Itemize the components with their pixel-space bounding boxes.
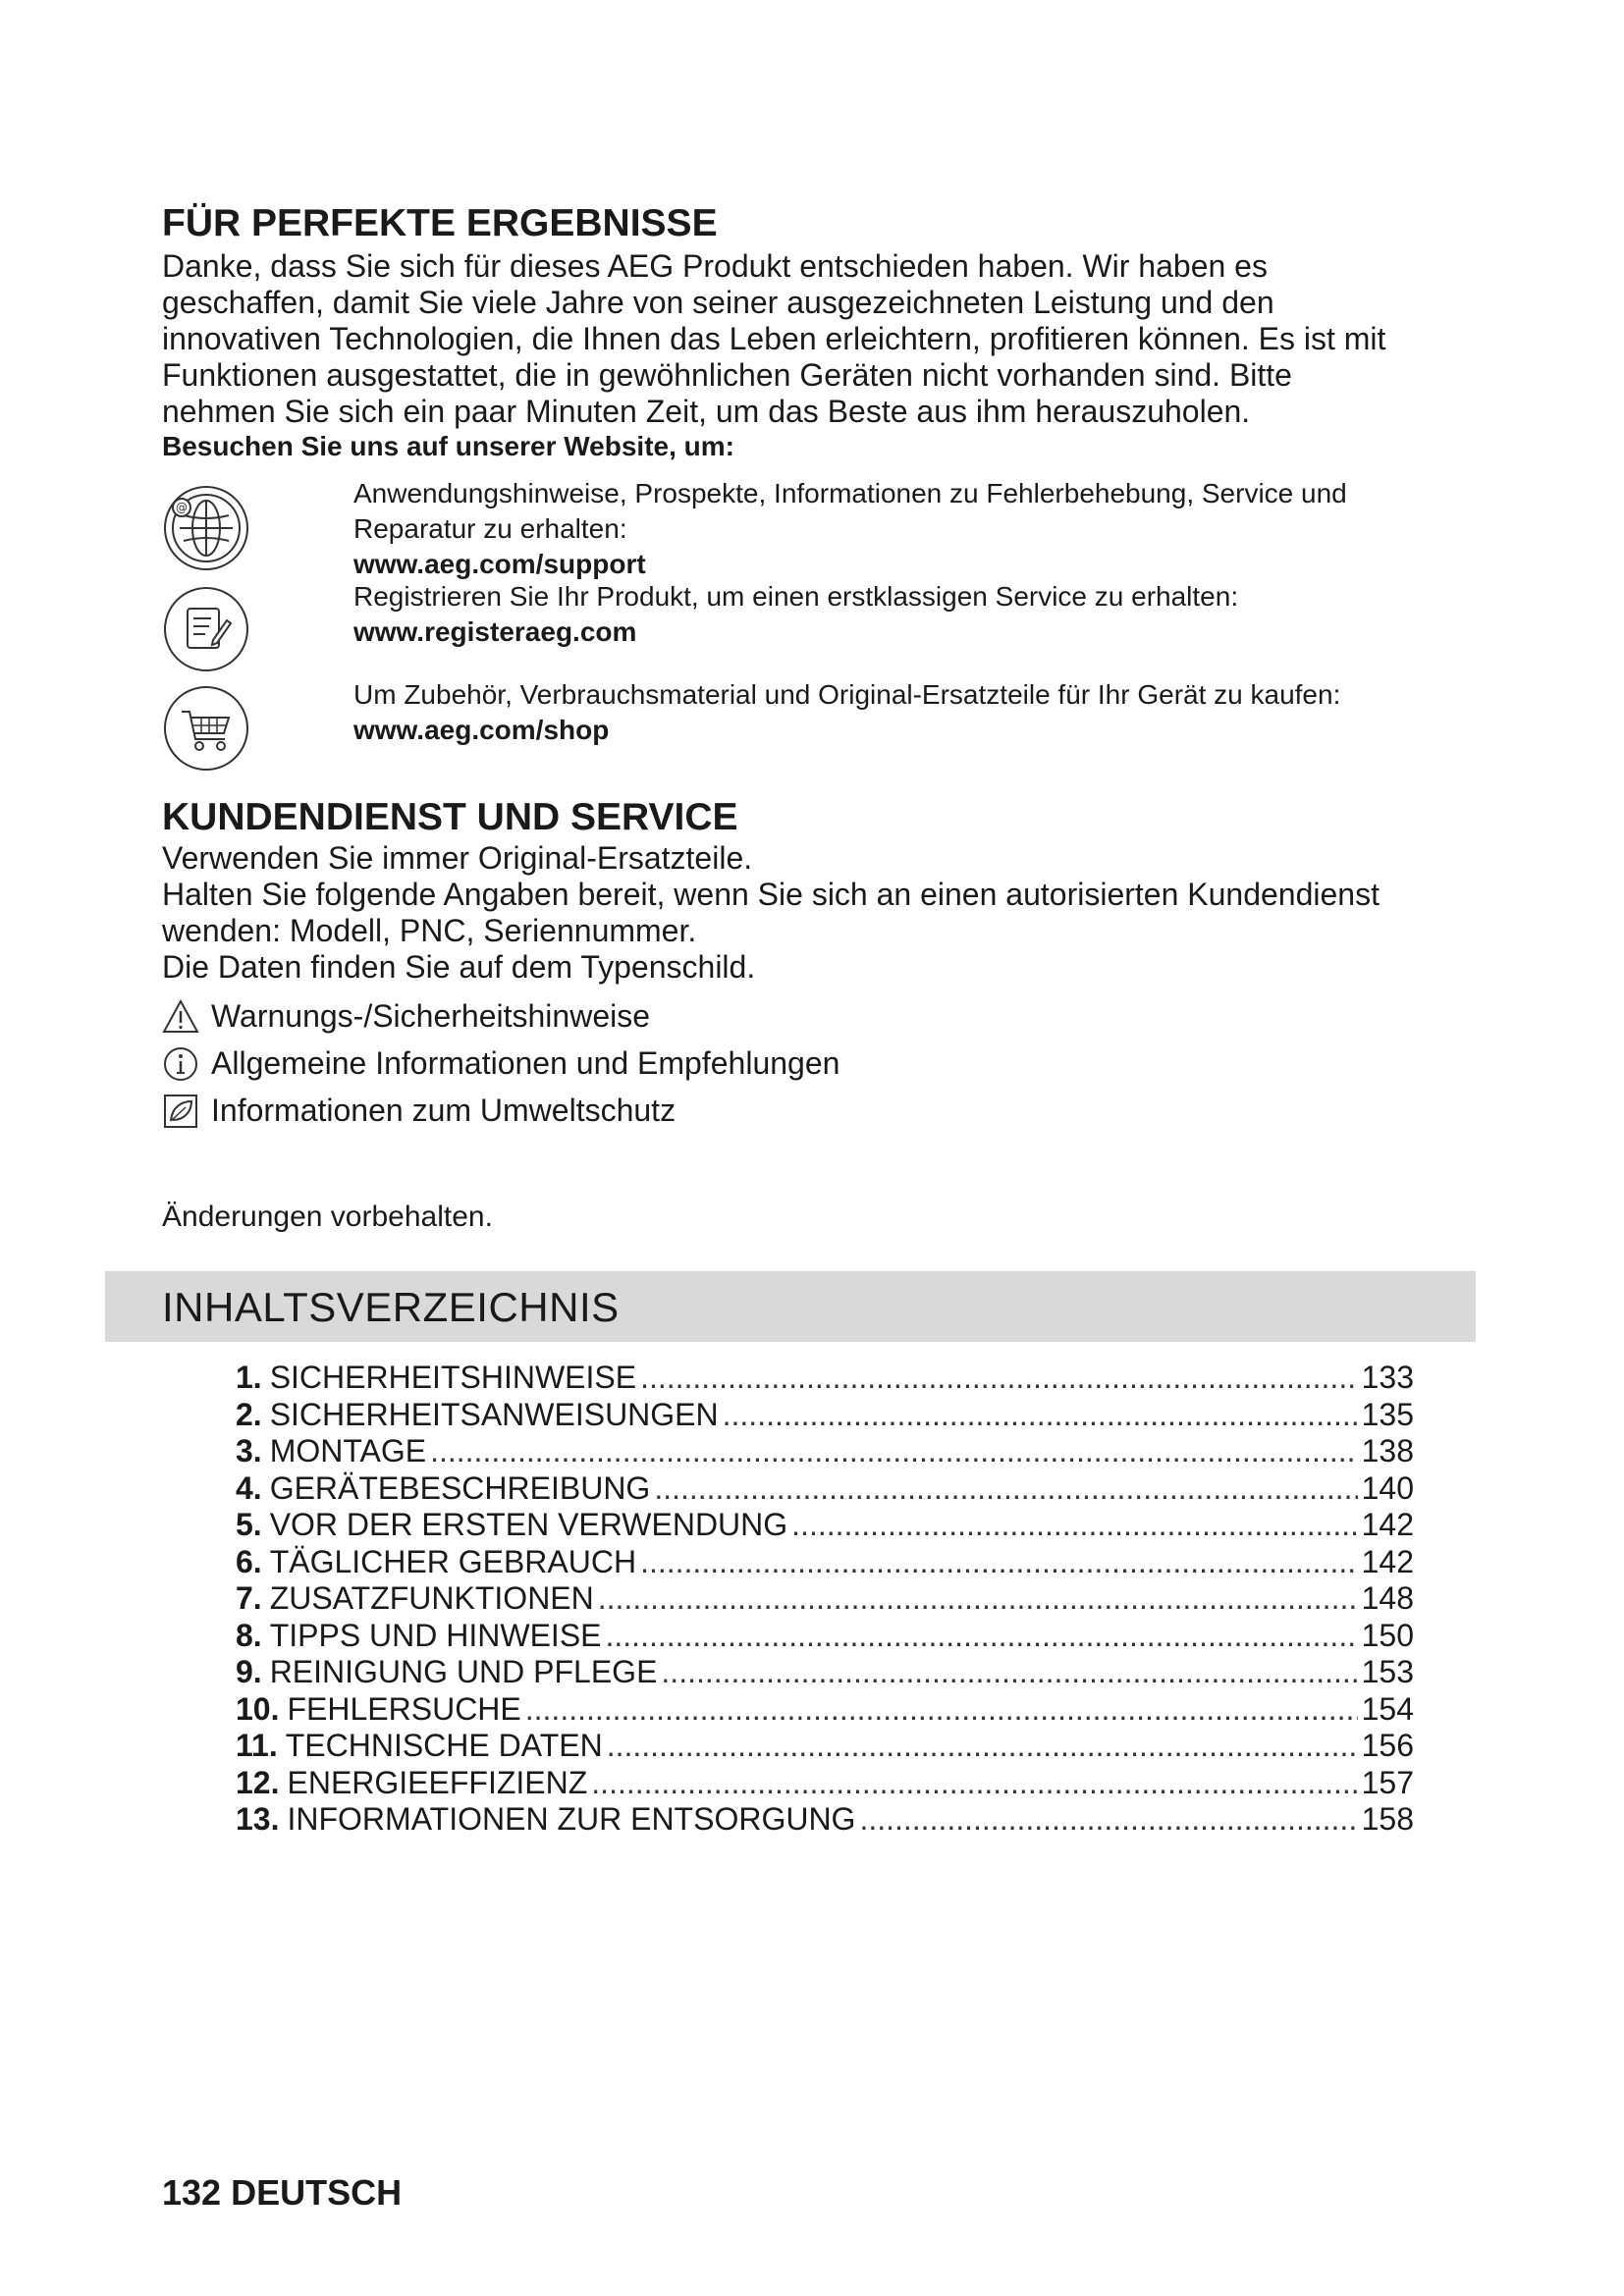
toc-page: 133 xyxy=(1361,1360,1414,1395)
toc-label: SICHERHEITSANWEISUNGEN xyxy=(269,1396,719,1432)
toc-number: 9. xyxy=(236,1654,262,1689)
toc-number: 3. xyxy=(236,1433,262,1468)
toc-label: MONTAGE xyxy=(269,1433,427,1468)
intro-line: Funktionen ausgestattet, die in gewöhnlichen Geräten nicht vorhanden sind. Bitte xyxy=(162,357,1292,393)
svg-text:@: @ xyxy=(176,501,188,514)
toc-page: 153 xyxy=(1361,1654,1414,1689)
toc-leader xyxy=(723,1397,1358,1434)
toc-page: 158 xyxy=(1361,1801,1414,1837)
service-section xyxy=(162,795,1468,986)
environment-icon xyxy=(162,1093,199,1130)
website-item-text: Reparatur zu erhalten: xyxy=(353,513,627,544)
toc-number: 6. xyxy=(236,1543,262,1579)
website-heading: Besuchen Sie uns auf unserer Website, um: xyxy=(162,431,734,461)
toc-title: INHALTSVERZEICHNIS xyxy=(162,1284,620,1330)
legend-label: Informationen zum Umweltschutz xyxy=(211,1093,677,1128)
toc-entry[interactable] xyxy=(236,1507,1414,1544)
website-item-register xyxy=(162,579,1468,677)
toc-entry[interactable] xyxy=(236,1397,1414,1434)
service-line: wenden: Modell, PNC, Seriennummer. xyxy=(162,913,697,948)
intro-title: FÜR PERFEKTE ERGEBNISSE xyxy=(162,202,718,244)
toc-label: TIPPS UND HINWEISE xyxy=(269,1617,602,1653)
intro-section xyxy=(162,201,1468,463)
toc-page: 157 xyxy=(1361,1764,1414,1800)
toc-page: 142 xyxy=(1361,1543,1414,1579)
toc-label: TÄGLICHER GEBRAUCH xyxy=(269,1543,637,1579)
toc-number: 13. xyxy=(236,1801,280,1837)
toc-leader xyxy=(606,1618,1358,1655)
table-of-contents xyxy=(236,1360,1414,1839)
website-item-shop xyxy=(162,677,1468,775)
register-icon xyxy=(162,585,250,673)
toc-label: SICHERHEITSHINWEISE xyxy=(269,1360,637,1395)
toc-label: GERÄTEBESCHREIBUNG xyxy=(269,1469,651,1506)
intro-line: innovativen Technologien, die Ihnen das Leben erleichtern, profitieren können. Es ist mit xyxy=(162,321,1386,356)
toc-entry[interactable] xyxy=(236,1360,1414,1397)
toc-entry[interactable] xyxy=(236,1801,1414,1839)
toc-page: 135 xyxy=(1361,1396,1414,1432)
page-footer: 132 DEUTSCH xyxy=(162,2172,403,2213)
toc-leader xyxy=(430,1433,1358,1470)
toc-leader xyxy=(791,1507,1357,1544)
toc-label: FEHLERSUCHE xyxy=(287,1690,521,1727)
intro-line: nehmen Sie sich ein paar Minuten Zeit, um das Beste aus ihm herauszuholen. xyxy=(162,394,1251,429)
globe-icon xyxy=(162,484,250,572)
toc-label: ZUSATZFUNKTIONEN xyxy=(269,1580,594,1616)
toc-page: 150 xyxy=(1361,1617,1414,1653)
website-item-text: Um Zubehör, Verbrauchsmaterial und Original-Ersatzteile für Ihr Gerät zu kaufen: xyxy=(353,679,1341,710)
toc-leader xyxy=(525,1691,1358,1729)
toc-page: 142 xyxy=(1361,1507,1414,1542)
changes-note: Änderungen vorbehalten. xyxy=(162,1201,493,1233)
toc-entry[interactable] xyxy=(236,1728,1414,1765)
service-line: Die Daten finden Sie auf dem Typenschild. xyxy=(162,949,756,985)
service-line: Halten Sie folgende Angaben bereit, wenn Sie sich an einen autorisierten Kundendienst xyxy=(162,877,1380,912)
warning-icon xyxy=(162,998,199,1036)
website-item-text: Anwendungshinweise, Prospekte, Informationen zu Fehlerbehebung, Service und xyxy=(353,478,1347,508)
toc-page: 156 xyxy=(1361,1728,1414,1763)
toc-leader xyxy=(654,1470,1357,1508)
toc-entry[interactable] xyxy=(236,1654,1414,1691)
info-icon xyxy=(162,1045,199,1083)
toc-label: TECHNISCHE DATEN xyxy=(285,1728,603,1763)
toc-label: VOR DER ERSTEN VERWENDUNG xyxy=(269,1507,788,1542)
toc-entry[interactable] xyxy=(236,1544,1414,1581)
shopping-cart-icon xyxy=(162,684,250,773)
toc-page: 140 xyxy=(1361,1469,1414,1506)
intro-line: geschaffen, damit Sie viele Jahre von seiner ausgezeichneten Leistung und den xyxy=(162,285,1274,320)
toc-number: 8. xyxy=(236,1617,262,1653)
toc-entry[interactable] xyxy=(236,1765,1414,1802)
toc-leader xyxy=(640,1360,1358,1397)
toc-number: 11. xyxy=(236,1728,278,1763)
toc-entry[interactable] xyxy=(236,1618,1414,1655)
intro-line: Danke, dass Sie sich für dieses AEG Produkt entschieden haben. Wir haben es xyxy=(162,248,1268,284)
service-line: Verwenden Sie immer Original-Ersatzteile. xyxy=(162,840,753,876)
toc-number: 1. xyxy=(236,1360,262,1395)
toc-leader xyxy=(859,1801,1357,1839)
toc-entry[interactable] xyxy=(236,1433,1414,1470)
toc-page: 148 xyxy=(1361,1580,1414,1616)
support-link[interactable]: www.aeg.com/support xyxy=(353,549,646,579)
toc-number: 12. xyxy=(236,1764,280,1800)
toc-number: 5. xyxy=(236,1507,262,1542)
service-title: KUNDENDIENST UND SERVICE xyxy=(162,796,738,838)
toc-entry[interactable] xyxy=(236,1470,1414,1508)
legend-label: Allgemeine Informationen und Empfehlungen xyxy=(211,1045,840,1081)
shop-link[interactable]: www.aeg.com/shop xyxy=(353,715,610,745)
toc-header xyxy=(105,1271,1476,1342)
website-item-text: Registrieren Sie Ihr Produkt, um einen erstklassigen Service zu erhalten: xyxy=(353,581,1239,612)
toc-leader xyxy=(640,1544,1358,1581)
legend-label: Warnungs-/Sicherheitshinweise xyxy=(211,998,651,1034)
website-item-support xyxy=(162,476,1468,584)
toc-label: ENERGIEEFFIZIENZ xyxy=(287,1764,588,1800)
toc-number: 4. xyxy=(236,1469,262,1506)
toc-label: INFORMATIONEN ZUR ENTSORGUNG xyxy=(287,1801,856,1837)
toc-entry[interactable] xyxy=(236,1691,1414,1729)
toc-number: 2. xyxy=(236,1396,262,1432)
toc-leader xyxy=(598,1580,1358,1618)
toc-page: 154 xyxy=(1361,1690,1414,1727)
register-link[interactable]: www.registeraeg.com xyxy=(353,616,637,647)
toc-leader xyxy=(661,1654,1357,1691)
toc-page: 138 xyxy=(1361,1433,1414,1468)
toc-leader xyxy=(607,1728,1358,1765)
toc-entry[interactable] xyxy=(236,1580,1414,1618)
toc-leader xyxy=(591,1765,1357,1802)
toc-number: 7. xyxy=(236,1580,262,1616)
toc-label: REINIGUNG UND PFLEGE xyxy=(269,1654,658,1689)
toc-number: 10. xyxy=(236,1690,280,1727)
